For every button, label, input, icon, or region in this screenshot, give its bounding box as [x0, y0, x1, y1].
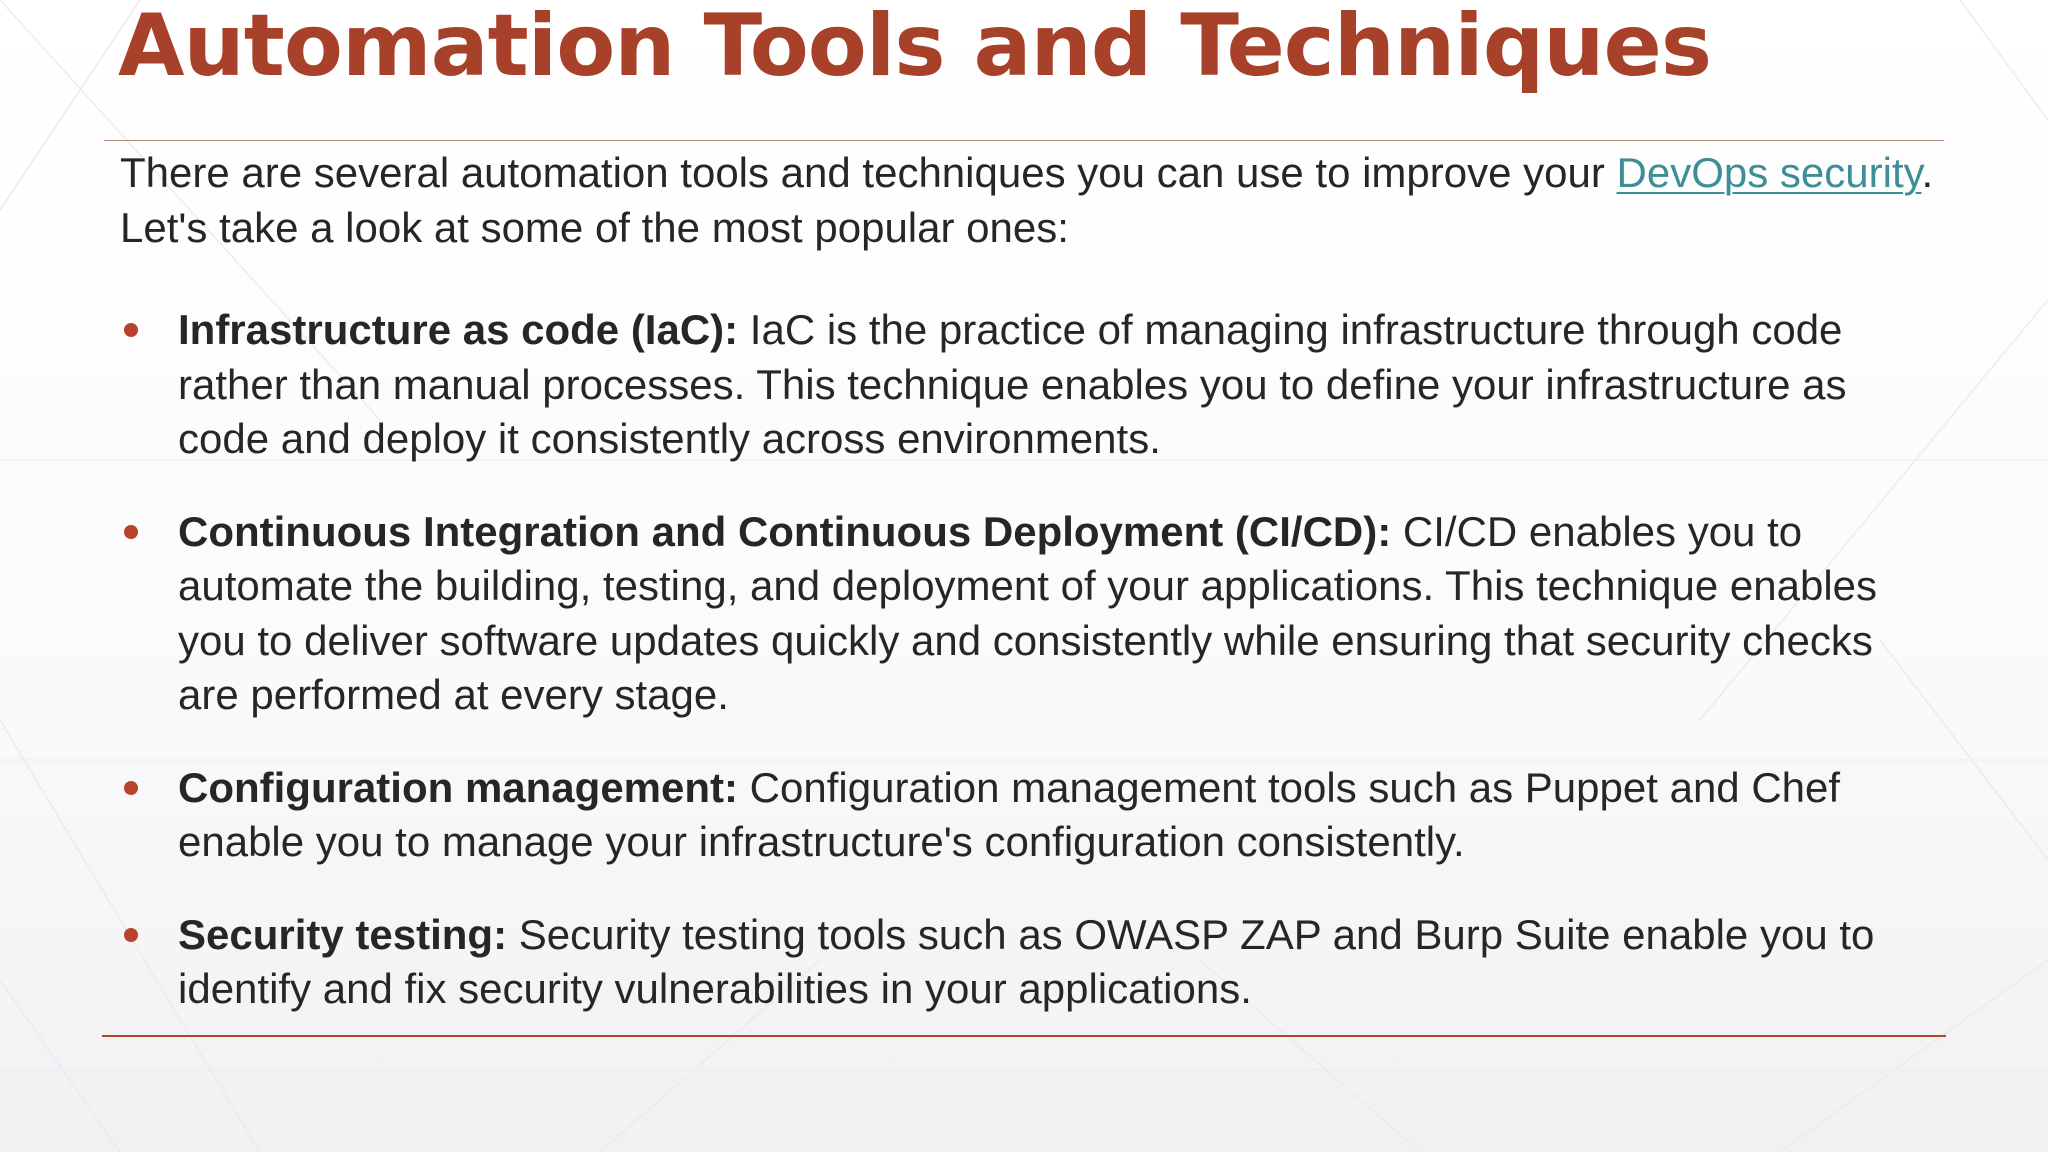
item-term: Configuration management: [178, 763, 739, 811]
intro-paragraph [120, 146, 1940, 255]
list-item [120, 303, 1940, 467]
item-term: Security testing: [178, 910, 508, 958]
list-item [120, 505, 1940, 723]
bullet-icon [124, 323, 138, 337]
technique-list [120, 303, 1940, 1017]
item-description: IaC is the practice of managing infrastructure through code rather than manual processes. This technique enables you to define your infrastructure as code and deploy it consistently across environments. [178, 306, 1847, 462]
devops-security-link[interactable]: DevOps security [1616, 149, 1922, 196]
intro-text-before: There are several automation tools and techniques you can use to improve your [120, 149, 1617, 196]
bullet-icon [124, 781, 138, 795]
item-description: Configuration management tools such as Puppet and Chef enable you to manage your infrastructure's configuration consistently. [178, 763, 1841, 865]
list-item [120, 908, 1940, 1017]
slide-title: Automation Tools and Techniques [118, 0, 1712, 96]
list-item [120, 761, 1940, 870]
item-term: Continuous Integration and Continuous Deployment (CI/CD): [178, 507, 1392, 555]
bullet-icon [124, 525, 138, 539]
content-bottom-divider [102, 1035, 1946, 1037]
intro-text-after: . Let's take a look at some of the most popular ones: [120, 149, 1934, 251]
item-description: Security testing tools such as OWASP ZAP and Burp Suite enable you to identify and fix security vulnerabilities in your applications. [178, 910, 1875, 1012]
slide-body [120, 146, 1940, 1055]
bullet-icon [124, 928, 138, 942]
title-divider [104, 140, 1944, 141]
item-term: Infrastructure as code (IaC): [178, 306, 739, 353]
item-description: CI/CD enables you to automate the building, testing, and deployment of your applications. This technique enables you to deliver software updates quickly and consistently while ensuring that security checks are performed at every stage. [178, 507, 1878, 718]
